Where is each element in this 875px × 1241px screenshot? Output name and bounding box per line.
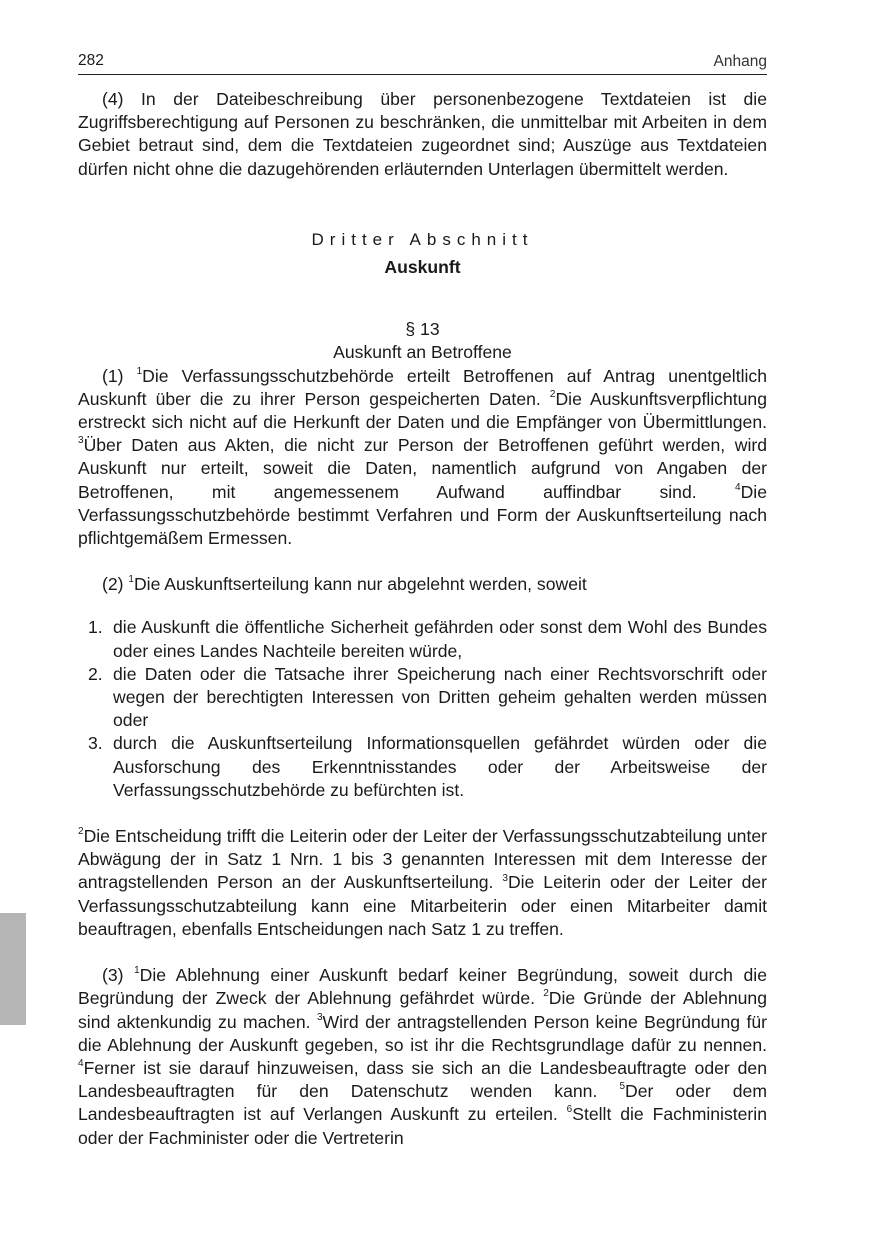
subsection-3: (3) $^1$Die Ablehnung einer Auskunft bedarf keiner Begründung, soweit durch die Begründung der Zweck der Ablehnung gefährdet würde. $^2$Die Gründe der Ablehnung sind aktenkundig zu machen. $^3$Wird der antragstellenden Person keine Begründung für die Ablehnung der Auskunft gegeben, so ist ihr die Rechtsgrundlage dafür zu nennen. $^4$Ferner ist sie darauf hinzuweisen, dass sie sich an die Landesbeauftragte oder den Landesbeauftragten für den Datenschutz wenden kann. $^5$Der oder dem Landesbeauftragten ist auf Verlangen Auskunft zu erteilen. $^6$Stellt die Fachministerin oder der Fachminister oder die Vertreterin	[78, 965, 768, 1148]
page-body	[78, 88, 767, 1150]
section-number: § 13	[405, 319, 440, 340]
chapter-label: Dritter Abschnitt	[311, 229, 534, 249]
list-item: 1. die Auskunft die öffentliche Sicherheit gefährden oder sonst dem Wohl des Bundes oder eines Landes Nachteile bereiten würde,	[88, 617, 767, 661]
subsection-2-intro: (2) $^1$Die Auskunftserteilung kann nur abgelehnt werden, soweit	[102, 574, 587, 595]
page-thumb-tab	[0, 913, 26, 1025]
page-number: 282	[78, 52, 104, 69]
running-header	[78, 50, 767, 75]
running-section-title: Anhang	[713, 53, 767, 70]
list-item: 2. die Daten oder die Tatsache ihrer Speicherung nach einer Rechtsvorschrift oder wegen der berechtigten Interessen von Dritten geheim gehalten werden müssen oder	[88, 663, 767, 731]
subsection-1: (1) $^1$Die Verfassungsschutzbehörde erteilt Betroffenen auf Antrag unentgeltlich Auskunft über die zu ihrer Person gespeicherten Daten. $^2$Die Auskunftsverpflichtung erstreckt sich nicht auf die Herkunft der Daten und die Empfänger von Übermittlungen. $^3$Über Daten aus Akten, die nicht zur Person der Betroffenen geführt werden, wird Auskunft nur erteilt, soweit die Daten, namentlich aufgrund von Angaben der Betroffenen, mit angemessenem Aufwand auffindbar sind. $^4$Die Verfassungsschutzbehörde bestimmt Verfahren und Form der Auskunftserteilung nach pflichtgemäßem Ermessen.	[78, 365, 767, 549]
exception-list	[78, 616, 767, 802]
list-item: 3. durch die Auskunftserteilung Informationsquellen gefährdet würden oder die Ausforschung des Erkenntnisstandes oder der Arbeitsweise der Verfassungsschutzbehörde zu befürchten ist.	[88, 733, 767, 800]
subsection-2-follow: $^2$Die Entscheidung trifft die Leiterin oder der Leiter der Verfassungsschutzabteilung unter Abwägung der in Satz 1 Nrn. 1 bis 3 genannten Interessen mit dem Interesse der antragstellenden Person an der Auskunftserteilung. $^3$Die Leiterin oder der Leiter der Verfassungsschutzabteilung kann eine Mitarbeiterin oder einen Mitarbeiter damit beauftragen, ebenfalls Entscheidungen nach Satz 1 zu treffen.	[78, 826, 767, 939]
paragraph-4: (4) In der Dateibeschreibung über personenbezogene Textdateien ist die Zugriffsberechtigung auf Personen zu beschränken, die unmittelbar mit Arbeiten in dem Gebiet betraut sind, dem die Textdateien zugeordnet sind; Auszüge aus Textdateien dürfen nicht ohne die dazugehörenden erläuternden Unterlagen übermittelt werden.	[78, 89, 767, 179]
section-title: Auskunft an Betroffene	[333, 342, 512, 363]
chapter-title: Auskunft	[384, 257, 461, 278]
